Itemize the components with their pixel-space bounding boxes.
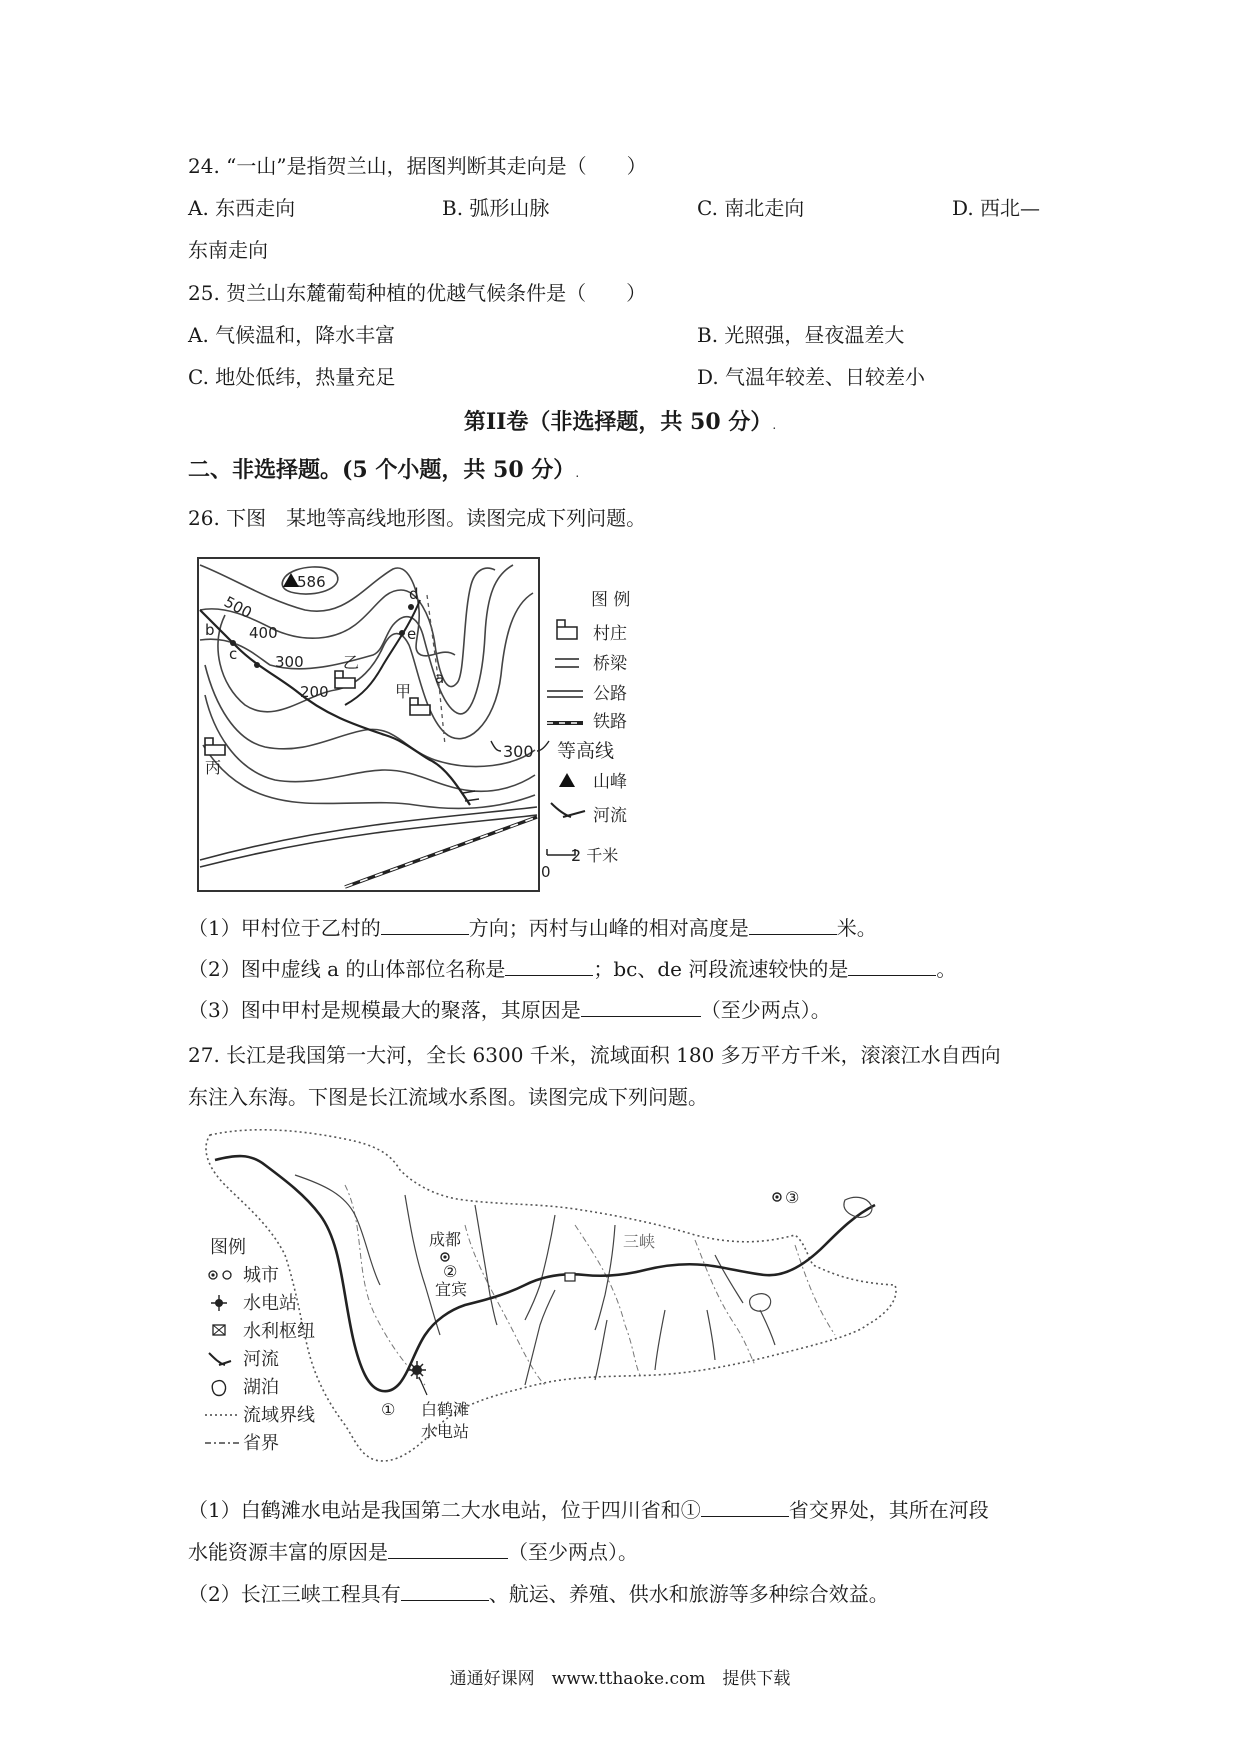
point-c xyxy=(254,662,260,668)
q24-option-c: C. 南北走向 xyxy=(697,196,805,220)
yangtze-main-stem xyxy=(215,1156,875,1391)
q24-option-a: A. 东西走向 xyxy=(188,196,296,220)
q27-stem-line1: 27. 长江是我国第一大河，全长 6300 千米，流域面积 180 多万平方千米，滚滚江水自西向 xyxy=(188,1043,1001,1067)
legend-village: 村庄 xyxy=(593,624,627,644)
q26-sub2-text-c: 。 xyxy=(936,957,957,981)
q27-sub1-line2 xyxy=(188,1538,638,1566)
point-d xyxy=(408,604,414,610)
contour-label-500: 500 xyxy=(221,592,255,622)
scale-start: 0 xyxy=(541,863,551,881)
q27-sub2 xyxy=(188,1580,889,1608)
q25-option-a: A. 气候温和，降水丰富 xyxy=(188,323,396,347)
village-label-yi: 乙 xyxy=(343,653,360,672)
legend-village-icon xyxy=(557,620,577,639)
contour-label-400: 400 xyxy=(249,624,278,642)
q26-sub3-text-a: （3）图中甲村是规模最大的聚落，其原因是 xyxy=(188,998,581,1022)
legend-river: 河流 xyxy=(593,806,627,826)
q24-stem: 24. “一山”是指贺兰山，据图判断其走向是（ ） xyxy=(188,154,647,178)
q26-sub2-text-a: （2）图中虚线 a 的山体部位名称是 xyxy=(188,957,506,981)
q26-sub1-text-b: 方向；丙村与山峰的相对高度是 xyxy=(468,916,749,940)
q26-sub2 xyxy=(188,955,956,983)
q27-sub1-blank-1[interactable] xyxy=(701,1496,789,1517)
point-label-d: d xyxy=(409,585,419,603)
legend-river-icon xyxy=(551,803,585,817)
tributary-7 xyxy=(595,1320,607,1380)
q26-sub2-text-b: ；bc、de 河段流速较快的是 xyxy=(593,957,849,981)
section-title-dot: . xyxy=(772,418,777,432)
lake-2 xyxy=(750,1294,771,1312)
point-label-c: c xyxy=(229,645,238,663)
section-title xyxy=(0,408,1240,439)
legend-contour-icon-left xyxy=(491,741,501,751)
legend-road: 公路 xyxy=(593,684,627,704)
q26-sub1-blank-1[interactable] xyxy=(381,914,469,935)
village-label-jia: 甲 xyxy=(395,682,412,701)
section-title-text: 第II卷（非选择题，共 50 分） xyxy=(463,409,773,435)
q27-stem-line2: 东注入东海。下图是长江流域水系图。读图完成下列问题。 xyxy=(188,1085,708,1109)
tributary-4 xyxy=(525,1215,555,1320)
legend-road-icon xyxy=(547,691,583,697)
label-n3: ③ xyxy=(785,1188,800,1207)
legend-contour: 等高线 xyxy=(557,740,615,762)
road-2 xyxy=(200,815,537,867)
legend-title: 图 例 xyxy=(591,590,631,610)
province-boundary-4 xyxy=(695,1240,755,1365)
q27-sub2-text-a: （2）长江三峡工程具有 xyxy=(188,1582,401,1606)
tributary-8 xyxy=(655,1310,665,1370)
q24-option-d: D. 西北— xyxy=(952,196,1041,220)
page-footer: 通通好课网 www.tthaoke.com 提供下载 xyxy=(449,1669,791,1689)
q27-sub2-text-b: 、航运、养殖、供水和旅游等多种综合效益。 xyxy=(488,1582,889,1606)
contour-label-300: 300 xyxy=(275,653,304,671)
q27-sub1-line1 xyxy=(188,1496,989,1524)
tributary-2 xyxy=(405,1195,440,1335)
baihetan-pointer xyxy=(419,1377,427,1395)
tributary-3 xyxy=(475,1205,497,1325)
q27-sub1-text-b: 省交界处，其所在河段 xyxy=(788,1498,989,1522)
tributary-1 xyxy=(295,1175,380,1285)
label-baihetan-1: 白鹤滩 xyxy=(421,1400,470,1419)
legend-river-icon-27 xyxy=(209,1353,231,1365)
contour-200 xyxy=(218,593,533,739)
legend-peak: 山峰 xyxy=(593,772,627,792)
point-label-b: b xyxy=(205,621,215,639)
city-3-dot xyxy=(775,1195,778,1198)
contour-lower-3 xyxy=(203,745,535,808)
q25-option-d: D. 气温年较差、日较差小 xyxy=(697,365,926,389)
legend-river-27: 河流 xyxy=(243,1349,279,1370)
q26-sub1-text-a: （1）甲村位于乙村的 xyxy=(188,916,381,940)
legend-title-27: 图例 xyxy=(210,1237,246,1258)
tributary-6 xyxy=(525,1290,555,1385)
section-subtitle-text: 二、非选择题。(5 个小题，共 50 分） xyxy=(188,457,576,483)
label-chengdu: 成都 xyxy=(429,1230,462,1249)
scale-end: 2 千米 xyxy=(571,846,619,865)
tributary-9 xyxy=(707,1310,715,1360)
q25-option-c: C. 地处低纬，热量充足 xyxy=(188,365,396,389)
q26-sub3 xyxy=(188,996,831,1024)
q27-sub1-blank-2[interactable] xyxy=(388,1538,508,1559)
contour-lower-1 xyxy=(205,665,535,767)
q26-sub1-blank-2[interactable] xyxy=(749,914,837,935)
contour-map xyxy=(195,555,695,897)
q27-sub1-text-c: 水能资源丰富的原因是 xyxy=(188,1540,388,1564)
legend-province: 省界 xyxy=(243,1433,279,1454)
q27-sub1-text-a: （1）白鹤滩水电站是我国第二大水电站，位于四川省和① xyxy=(188,1498,701,1522)
village-bing-icon xyxy=(205,738,225,755)
tributary-5 xyxy=(595,1225,615,1330)
q26-sub3-blank[interactable] xyxy=(581,996,701,1017)
legend-lake-icon xyxy=(212,1381,225,1396)
legend-bridge: 桥梁 xyxy=(593,654,627,674)
q26-stem: 26. 下图 某地等高线地形图。读图完成下列问题。 xyxy=(188,506,647,530)
section-subtitle xyxy=(188,456,579,487)
q26-sub1-text-c: 米。 xyxy=(836,916,877,940)
q24-option-b: B. 弧形山脉 xyxy=(442,196,550,220)
village-yi-icon xyxy=(335,671,355,688)
q24-option-d-continued: 东南走向 xyxy=(188,238,268,262)
q27-sub2-blank[interactable] xyxy=(401,1580,489,1601)
tributary-11 xyxy=(715,1255,743,1303)
province-boundary-2 xyxy=(465,1225,545,1385)
label-n2: ② xyxy=(443,1262,458,1281)
legend-contour-value: 300 xyxy=(503,742,534,761)
q26-sub2-blank-2[interactable] xyxy=(848,955,936,976)
point-label-e: e xyxy=(407,625,417,643)
legend-lake: 湖泊 xyxy=(243,1377,279,1398)
legend-railway: 铁路 xyxy=(593,712,627,732)
yangtze-basin-map xyxy=(195,1125,915,1480)
section-subtitle-dot: . xyxy=(575,466,580,480)
point-e xyxy=(399,630,405,636)
tributary-10 xyxy=(760,1310,775,1345)
q26-sub2-blank-1[interactable] xyxy=(505,955,593,976)
legend-bridge-icon xyxy=(555,659,579,667)
contour-label-200: 200 xyxy=(300,683,329,701)
legend-city-icon-2 xyxy=(223,1271,231,1279)
point-label-a: a xyxy=(435,669,445,687)
q25-option-b: B. 光照强，昼夜温差大 xyxy=(697,323,905,347)
label-yibin: 宜宾 xyxy=(435,1280,468,1299)
legend-basin: 流域界线 xyxy=(243,1405,315,1426)
legend-hydropower: 水电站 xyxy=(243,1293,297,1314)
legend-city: 城市 xyxy=(243,1265,279,1286)
q27-sub1-text-d: （至少两点）。 xyxy=(508,1540,638,1564)
province-boundary-5 xyxy=(795,1245,835,1335)
legend-peak-icon xyxy=(559,773,575,787)
city-chengdu-dot xyxy=(443,1255,446,1258)
q25-stem: 25. 贺兰山东麓葡萄种植的优越气候条件是（ ） xyxy=(188,281,647,305)
peak-label: 586 xyxy=(297,573,326,591)
legend-dam: 水利枢纽 xyxy=(243,1321,315,1342)
label-sanxia: 三峡 xyxy=(623,1232,656,1251)
q26-sub1 xyxy=(188,914,877,942)
label-baihetan-2: 水电站 xyxy=(421,1422,470,1441)
q26-sub3-text-b: （至少两点）。 xyxy=(700,998,831,1022)
village-label-bing: 丙 xyxy=(205,758,222,777)
label-n1: ① xyxy=(381,1400,396,1419)
sanxia-dam-icon xyxy=(565,1273,575,1281)
